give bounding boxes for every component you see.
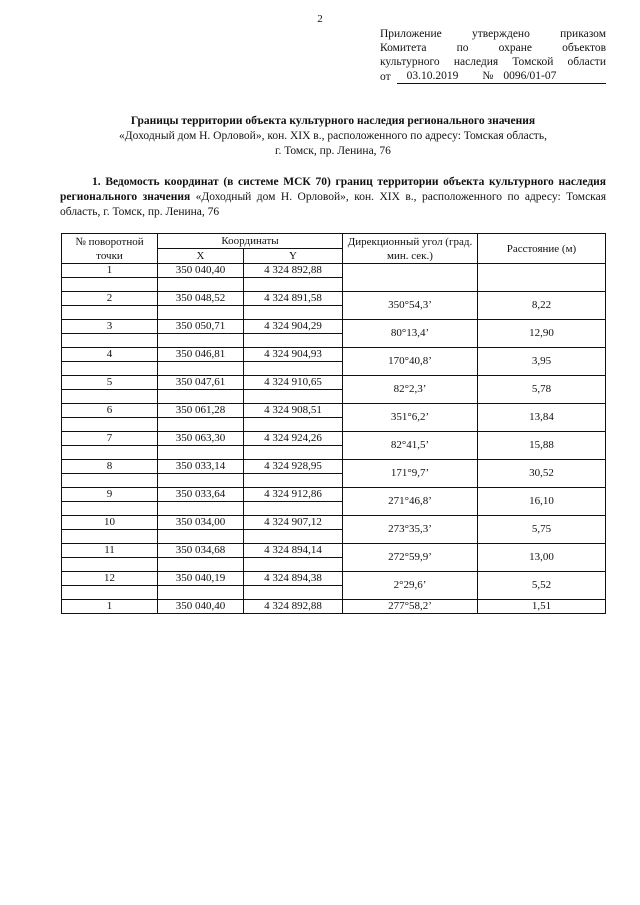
distance-cell: 16,10 xyxy=(478,488,606,516)
empty-cell xyxy=(244,334,343,348)
empty-cell xyxy=(158,362,244,376)
angle-cell: 171°9,7’ xyxy=(343,460,478,488)
empty-cell xyxy=(244,586,343,600)
table-row xyxy=(62,404,606,418)
approval-underline xyxy=(397,69,606,84)
point-number: 11 xyxy=(62,544,158,558)
empty-cell xyxy=(158,502,244,516)
point-number: 4 xyxy=(62,348,158,362)
distance-cell: 3,95 xyxy=(478,348,606,376)
empty-cell xyxy=(158,418,244,432)
approval-date-line xyxy=(380,69,606,84)
table-row xyxy=(62,460,606,474)
distance-cell: 13,84 xyxy=(478,404,606,432)
table-row xyxy=(62,600,606,614)
distance-cell: 5,52 xyxy=(478,572,606,600)
header-distance: Расстояние (м) xyxy=(478,234,606,264)
point-number: 7 xyxy=(62,432,158,446)
empty-cell xyxy=(62,586,158,600)
approval-number: 0096/01-07 xyxy=(503,70,557,82)
empty-cell xyxy=(244,446,343,460)
empty-cell xyxy=(158,474,244,488)
coord-x: 350 061,28 xyxy=(158,404,244,418)
empty-cell xyxy=(244,502,343,516)
empty-cell xyxy=(62,334,158,348)
approval-line-1: Приложение утверждено приказом xyxy=(380,28,606,40)
empty-cell xyxy=(158,446,244,460)
page-number: 2 xyxy=(317,13,323,25)
coord-y: 4 324 892,88 xyxy=(244,264,343,278)
section-heading-bold: 1. Ведомость координат (в системе МСК 70) границ территории объекта культурного наследия регионального значения xyxy=(60,176,606,203)
coord-x: 350 040,40 xyxy=(158,264,244,278)
coord-x: 350 033,14 xyxy=(158,460,244,474)
empty-cell xyxy=(62,362,158,376)
coord-y: 4 324 904,29 xyxy=(244,320,343,334)
empty-cell xyxy=(62,306,158,320)
point-number: 12 xyxy=(62,572,158,586)
point-number: 1 xyxy=(62,264,158,278)
coord-x: 350 033,64 xyxy=(158,488,244,502)
angle-cell: 80°13,4’ xyxy=(343,320,478,348)
section-heading xyxy=(60,175,606,220)
title-line-3: г. Томск, пр. Ленина, 76 xyxy=(275,145,391,157)
distance-cell: 5,78 xyxy=(478,376,606,404)
coord-x: 350 048,52 xyxy=(158,292,244,306)
table-row xyxy=(62,488,606,502)
coord-x: 350 046,81 xyxy=(158,348,244,362)
title-line-2: «Доходный дом Н. Орловой», кон. XIX в., расположенного по адресу: Томская область, xyxy=(119,130,547,142)
coord-y: 4 324 912,86 xyxy=(244,488,343,502)
point-number: 8 xyxy=(62,460,158,474)
header-x: X xyxy=(158,249,244,264)
empty-cell xyxy=(62,446,158,460)
empty-cell xyxy=(158,530,244,544)
title-line-1: Границы территории объекта культурного наследия регионального значения xyxy=(130,115,536,127)
empty-cell xyxy=(158,558,244,572)
approval-line-3: культурного наследия Томской области xyxy=(380,56,606,68)
point-number: 9 xyxy=(62,488,158,502)
coord-x: 350 040,40 xyxy=(158,600,244,614)
empty-cell xyxy=(158,390,244,404)
coord-x: 350 034,00 xyxy=(158,516,244,530)
empty-cell xyxy=(62,474,158,488)
point-number: 3 xyxy=(62,320,158,334)
empty-cell xyxy=(62,418,158,432)
table-row xyxy=(62,264,606,278)
distance-cell: 5,75 xyxy=(478,516,606,544)
angle-cell: 277°58,2’ xyxy=(343,600,478,614)
table-row xyxy=(62,348,606,362)
distance-cell: 1,51 xyxy=(478,600,606,614)
table-row xyxy=(62,432,606,446)
distance-cell: 13,00 xyxy=(478,544,606,572)
approval-line-2: Комитета по охране объектов xyxy=(380,42,606,54)
empty-cell xyxy=(158,334,244,348)
angle-cell xyxy=(343,264,478,292)
table-row xyxy=(62,516,606,530)
angle-cell: 351°6,2’ xyxy=(343,404,478,432)
empty-cell xyxy=(62,502,158,516)
coord-y: 4 324 908,51 xyxy=(244,404,343,418)
header-y: Y xyxy=(244,249,343,264)
empty-cell xyxy=(244,418,343,432)
empty-cell xyxy=(62,558,158,572)
coord-y: 4 324 924,26 xyxy=(244,432,343,446)
angle-cell: 273°35,3’ xyxy=(343,516,478,544)
coordinates-body xyxy=(62,264,606,614)
angle-cell: 82°41,5’ xyxy=(343,432,478,460)
table-row xyxy=(62,544,606,558)
coord-y: 4 324 907,12 xyxy=(244,516,343,530)
approval-from-label: от xyxy=(380,71,391,83)
table-row xyxy=(62,320,606,334)
coord-x: 350 047,61 xyxy=(158,376,244,390)
coord-y: 4 324 928,95 xyxy=(244,460,343,474)
coord-y: 4 324 891,58 xyxy=(244,292,343,306)
point-number: 1 xyxy=(62,600,158,614)
empty-cell xyxy=(244,474,343,488)
point-number: 10 xyxy=(62,516,158,530)
angle-cell: 272°59,9’ xyxy=(343,544,478,572)
approval-stamp xyxy=(380,27,606,84)
header-coords: Координаты xyxy=(158,234,343,249)
document-title xyxy=(60,114,606,159)
empty-cell xyxy=(244,362,343,376)
header-point: № поворотной точки xyxy=(62,234,158,264)
empty-cell xyxy=(158,306,244,320)
table-row xyxy=(62,572,606,586)
empty-cell xyxy=(62,530,158,544)
empty-cell xyxy=(244,278,343,292)
table-row xyxy=(62,376,606,390)
angle-cell: 82°2,3’ xyxy=(343,376,478,404)
empty-cell xyxy=(158,586,244,600)
angle-cell: 2°29,6’ xyxy=(343,572,478,600)
distance-cell: 15,88 xyxy=(478,432,606,460)
coord-x: 350 040,19 xyxy=(158,572,244,586)
approval-date: 03.10.2019 xyxy=(406,70,459,82)
empty-cell xyxy=(158,278,244,292)
header-angle: Дирекционный угол (град. мин. сек.) xyxy=(343,234,478,264)
empty-cell xyxy=(244,306,343,320)
distance-cell: 12,90 xyxy=(478,320,606,348)
coordinates-table xyxy=(61,233,606,614)
section-heading-normal: «Доходный дом Н. Орловой», кон. XIX в., расположенного по адресу: Томская область, г. Томск, пр. Ленина, 76 xyxy=(60,191,606,218)
coord-y: 4 324 894,14 xyxy=(244,544,343,558)
distance-cell xyxy=(478,264,606,292)
point-number: 2 xyxy=(62,292,158,306)
approval-number-label: № xyxy=(482,70,494,82)
coord-y: 4 324 894,38 xyxy=(244,572,343,586)
empty-cell xyxy=(244,390,343,404)
coord-x: 350 063,30 xyxy=(158,432,244,446)
table-row xyxy=(62,292,606,306)
coord-x: 350 034,68 xyxy=(158,544,244,558)
angle-cell: 271°46,8’ xyxy=(343,488,478,516)
empty-cell xyxy=(244,558,343,572)
empty-cell xyxy=(62,390,158,404)
coord-x: 350 050,71 xyxy=(158,320,244,334)
coord-y: 4 324 904,93 xyxy=(244,348,343,362)
angle-cell: 350°54,3’ xyxy=(343,292,478,320)
empty-cell xyxy=(244,530,343,544)
coord-y: 4 324 910,65 xyxy=(244,376,343,390)
coord-y: 4 324 892,88 xyxy=(244,600,343,614)
distance-cell: 8,22 xyxy=(478,292,606,320)
angle-cell: 170°40,8’ xyxy=(343,348,478,376)
distance-cell: 30,52 xyxy=(478,460,606,488)
empty-cell xyxy=(62,278,158,292)
point-number: 5 xyxy=(62,376,158,390)
point-number: 6 xyxy=(62,404,158,418)
